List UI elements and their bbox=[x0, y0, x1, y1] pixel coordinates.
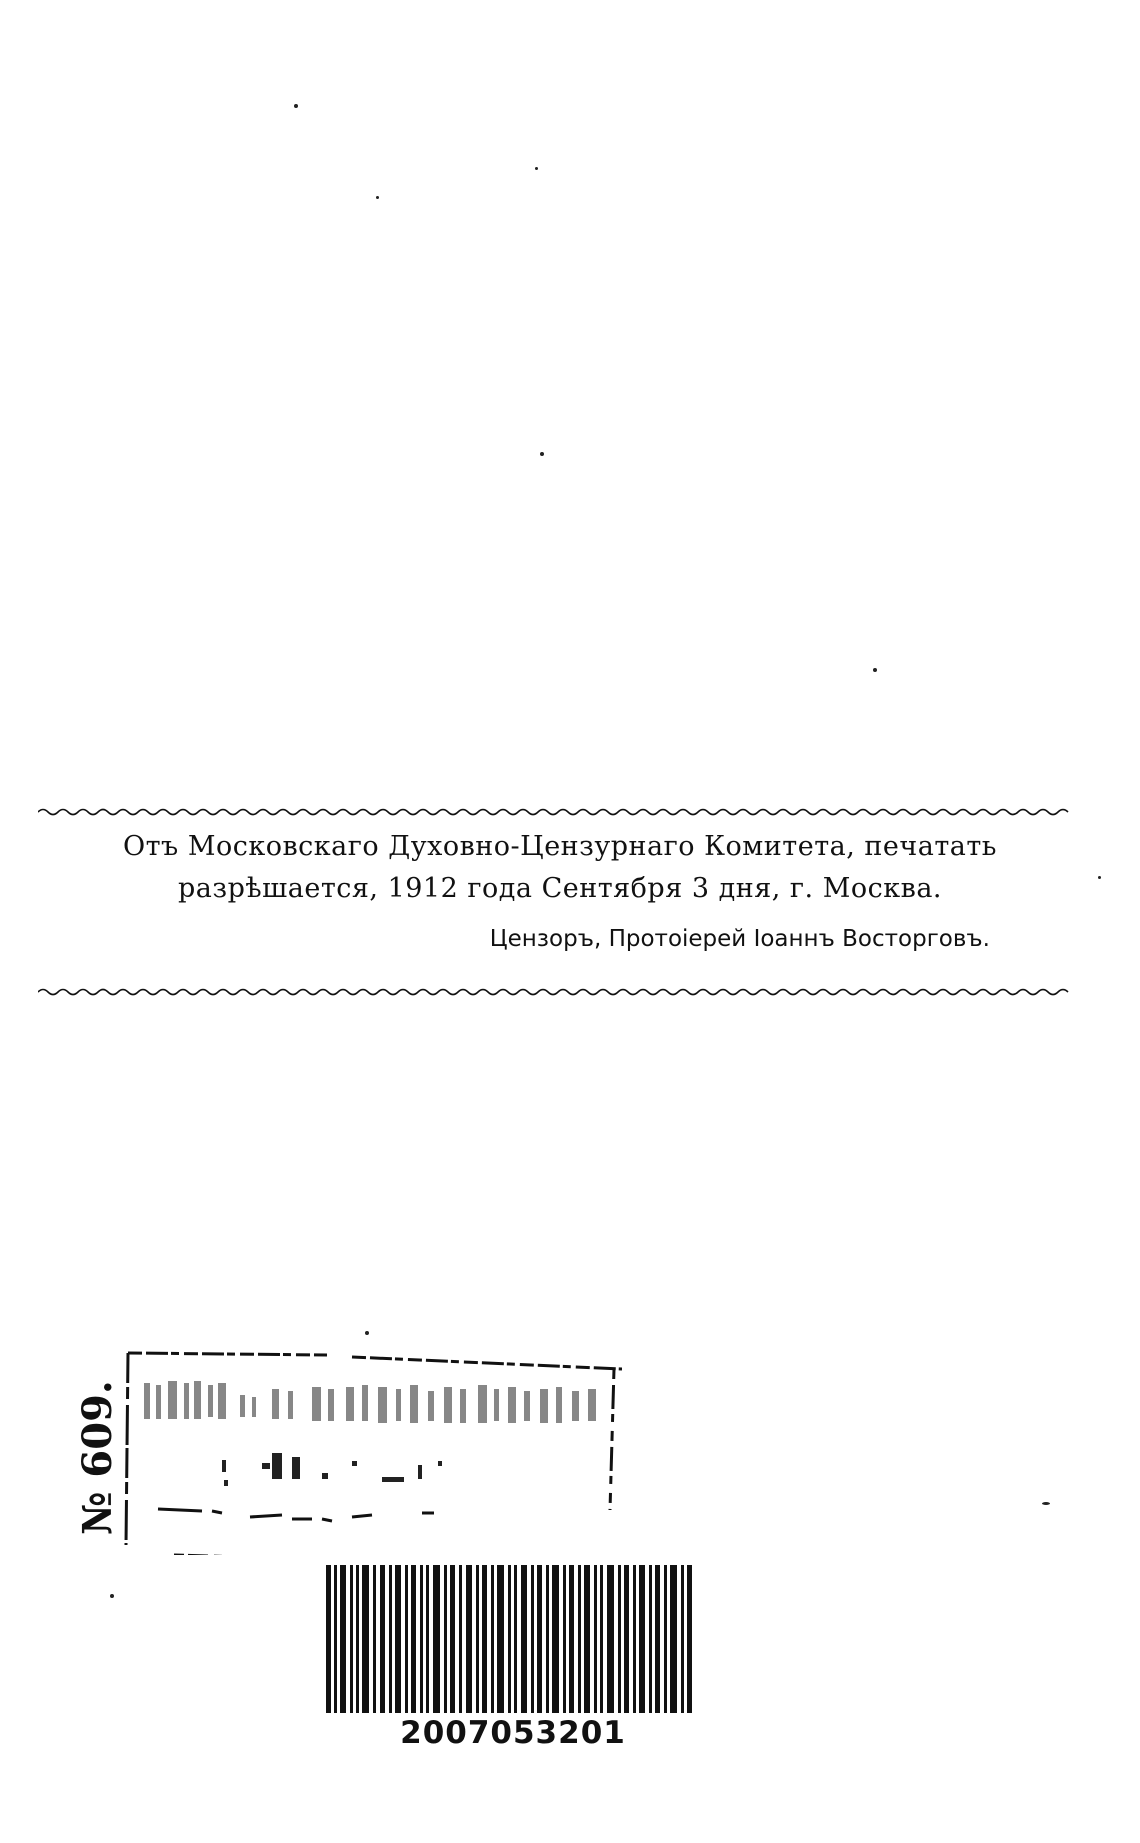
top-wavy-rule bbox=[38, 806, 1073, 818]
scan-speck bbox=[294, 104, 298, 108]
censor-signature: Цензоръ, Протоіерей Іоаннъ Восторговъ. bbox=[489, 926, 990, 952]
scan-speck bbox=[1042, 1502, 1050, 1505]
barcode-bars bbox=[318, 1550, 708, 1715]
censorship-approval bbox=[60, 826, 1060, 956]
scan-speck bbox=[110, 1594, 114, 1598]
barcode-number: 2007053201 bbox=[400, 1715, 626, 1751]
scan-speck bbox=[1098, 876, 1101, 879]
barcode bbox=[318, 1550, 708, 1758]
scan-speck bbox=[365, 1331, 369, 1335]
scan-speck bbox=[873, 668, 877, 672]
scan-speck bbox=[540, 452, 544, 456]
scan-speck bbox=[535, 167, 538, 170]
approval-line-2: разрѣшается, 1912 года Сентября 3 дня, г. Москва. bbox=[177, 873, 943, 904]
scan-speck bbox=[376, 196, 379, 199]
bottom-wavy-rule bbox=[38, 986, 1073, 998]
library-stamp bbox=[122, 1345, 622, 1555]
library-number: № 609. bbox=[74, 1380, 121, 1535]
approval-line-1: Отъ Московскаго Духовно-Цензурнаго Комитета, печатать bbox=[122, 831, 997, 862]
